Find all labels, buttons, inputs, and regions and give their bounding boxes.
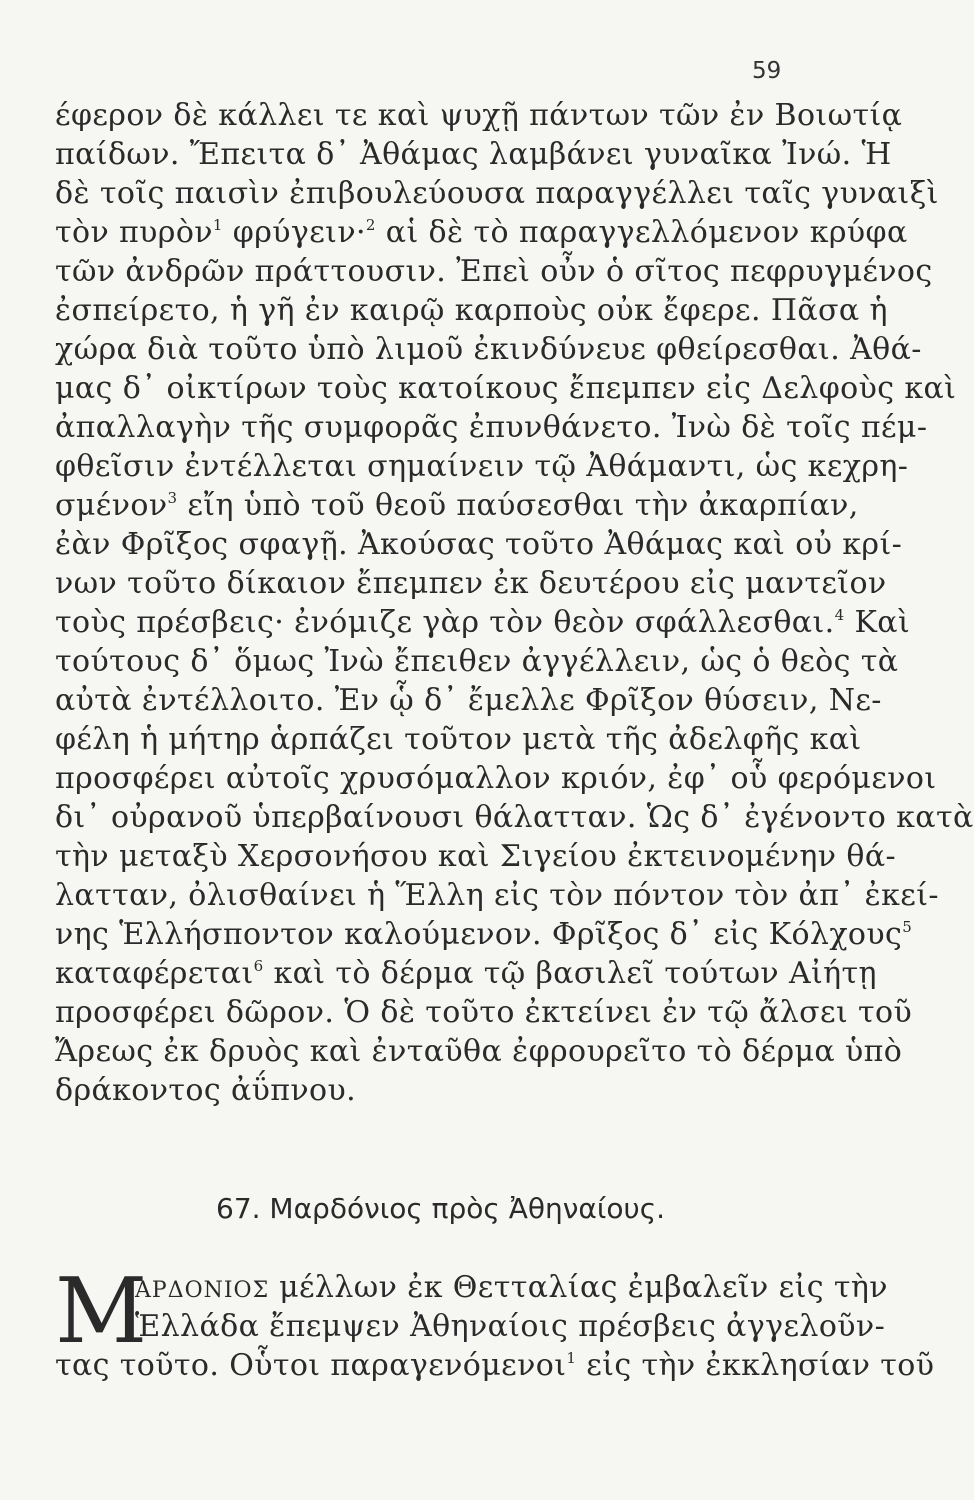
text-line: [55, 954, 877, 993]
text-line: δὲ τοῖς παισὶν ἐπιβουλεύουσα παραγγέλλει ταῖς γυναιξὶ: [55, 176, 939, 211]
text-line: τούτους δ᾽ ὅμως Ἰνὼ ἔπειθεν ἀγγέλλειν, ὡς ὁ θεὸς τὰ: [55, 644, 899, 679]
text-line: φθεῖσιν ἐντέλλεται σημαίνειν τῷ Ἀθάμαντι, ὡς κεχρη-: [55, 449, 909, 484]
text-line: παίδων. Ἔπειτα δ᾽ Ἀθάμας λαμβάνει γυναῖκα Ἰνώ. Ἡ: [55, 137, 892, 172]
text-line: [55, 915, 913, 954]
line-segment: αἱ δὲ τὸ παραγγελλόμενον κρύφα: [375, 215, 908, 250]
line-segment: μέλλων ἐκ Θετταλίας ἐμβαλεῖν εἰς τὴν: [269, 1270, 888, 1305]
text-line: φέλη ἡ μήτηρ ἁρπάζει τοῦτον μετὰ τῆς ἀδελφῆς καὶ: [55, 722, 862, 757]
text-line: Ἑλλάδα ἔπεμψεν Ἀθηναίοις πρέσβεις ἀγγελοῦν-: [135, 1309, 886, 1344]
text-line: δράκοντος ἀΰπνου.: [55, 1073, 357, 1108]
line-segment: καταφέρεται: [55, 956, 254, 991]
line-segment: φρύγειν·: [222, 215, 366, 250]
text-line: τῶν ἀνδρῶν πράττουσιν. Ἐπεὶ οὖν ὁ σῖτος πεφρυγμένος: [55, 254, 933, 289]
first-word-smallcaps: ΑΡΔΟΝΙΟΣ: [135, 1278, 270, 1303]
text-line: ἐὰν Φρῖξος σφαγῇ. Ἀκούσας τοῦτο Ἀθάμας καὶ οὐ κρί-: [55, 527, 903, 562]
text-line: μας δ᾽ οἰκτίρων τοὺς κατοίκους ἔπεμπεν εἰς Δελφοὺς καὶ: [55, 371, 957, 406]
footnote-marker: 6: [253, 957, 264, 975]
text-line: χώρα διὰ τοῦτο ὑπὸ λιμοῦ ἐκινδύνευε φθείρεσθαι. Ἀθά-: [55, 332, 922, 367]
text-line: [135, 1268, 888, 1307]
body-text: [55, 96, 974, 1110]
line-segment: τοὺς πρέσβεις· ἐνόμιζε γὰρ τὸν θεὸν σφάλλεσθαι.: [55, 605, 835, 640]
page-number: 59: [752, 58, 782, 84]
text-line: [55, 603, 911, 642]
section-body: [55, 1259, 935, 1385]
drop-cap: Μ: [55, 1259, 148, 1364]
line-segment: τὸν πυρὸν: [55, 215, 213, 250]
footnote-marker: 5: [902, 918, 913, 936]
footnote-marker: 1: [212, 216, 223, 234]
text-line: αὐτὰ ἐντέλλοιτο. Ἐν ᾧ δ᾽ ἔμελλε Φρῖξον θύσειν, Νε-: [55, 683, 882, 718]
text-line: νων τοῦτο δίκαιον ἔπεμπεν ἐκ δευτέρου εἰς μαντεῖον: [55, 566, 887, 601]
line-segment: καὶ τὸ δέρμα τῷ βασιλεῖ τούτων Αἰήτῃ: [263, 956, 877, 991]
text-line: προσφέρει αὐτοῖς χρυσόμαλλον κριόν, ἐφ᾽ οὗ φερόμενοι: [55, 761, 937, 796]
footnote-marker: 1: [566, 1349, 577, 1367]
footnote-marker: 2: [365, 216, 376, 234]
line-segment: εἰς τὴν ἐκκλησίαν τοῦ: [576, 1348, 935, 1383]
section-heading: 67. Μαρδόνιος πρὸς Ἀθηναίους.: [216, 1192, 666, 1225]
text-line: έφερον δὲ κάλλει τε καὶ ψυχῇ πάντων τῶν ἐν Βοιωτίᾳ: [55, 98, 903, 133]
line-segment: σμένον: [55, 488, 168, 523]
text-line: ἐσπείρετο, ἡ γῆ ἐν καιρῷ καρποὺς οὐκ ἔφερε. Πᾶσα ἡ: [55, 293, 888, 328]
footnote-marker: 3: [167, 489, 178, 507]
line-segment: Καὶ: [844, 605, 911, 640]
line-segment: τας τοῦτο. Οὗτοι παραγενόμενοι: [55, 1348, 567, 1383]
text-line: προσφέρει δῶρον. Ὁ δὲ τοῦτο ἐκτείνει ἐν τῷ ἄλσει τοῦ: [55, 995, 913, 1030]
footnote-marker: 4: [834, 606, 845, 624]
text-line: ἀπαλλαγὴν τῆς συμφορᾶς ἐπυνθάνετο. Ἰνὼ δὲ τοῖς πέμ-: [55, 410, 928, 445]
text-line: δι᾽ οὐρανοῦ ὑπερβαίνουσι θάλατταν. Ὡς δ᾽ ἐγένοντο κατὰ: [55, 800, 974, 835]
line-segment: νης Ἑλλήσποντον καλούμενον. Φρῖξος δ᾽ εἰς Κόλχους: [55, 917, 903, 952]
text-line: λατταν, ὀλισθαίνει ἡ Ἕλλη εἰς τὸν πόντον τὸν ἀπ᾽ ἐκεί-: [55, 878, 939, 913]
text-line: [55, 213, 908, 252]
text-line: [55, 486, 859, 525]
text-line: Ἄρεως ἐκ δρυὸς καὶ ἐνταῦθα ἐφρουρεῖτο τὸ δέρμα ὑπὸ: [55, 1034, 903, 1069]
text-line: [55, 1346, 935, 1385]
text-line: τὴν μεταξὺ Χερσονήσου καὶ Σιγείου ἐκτεινομένην θά-: [55, 839, 897, 874]
line-segment: εἴη ὑπὸ τοῦ θεοῦ παύσεσθαι τὴν ἀκαρπίαν,: [177, 488, 859, 523]
